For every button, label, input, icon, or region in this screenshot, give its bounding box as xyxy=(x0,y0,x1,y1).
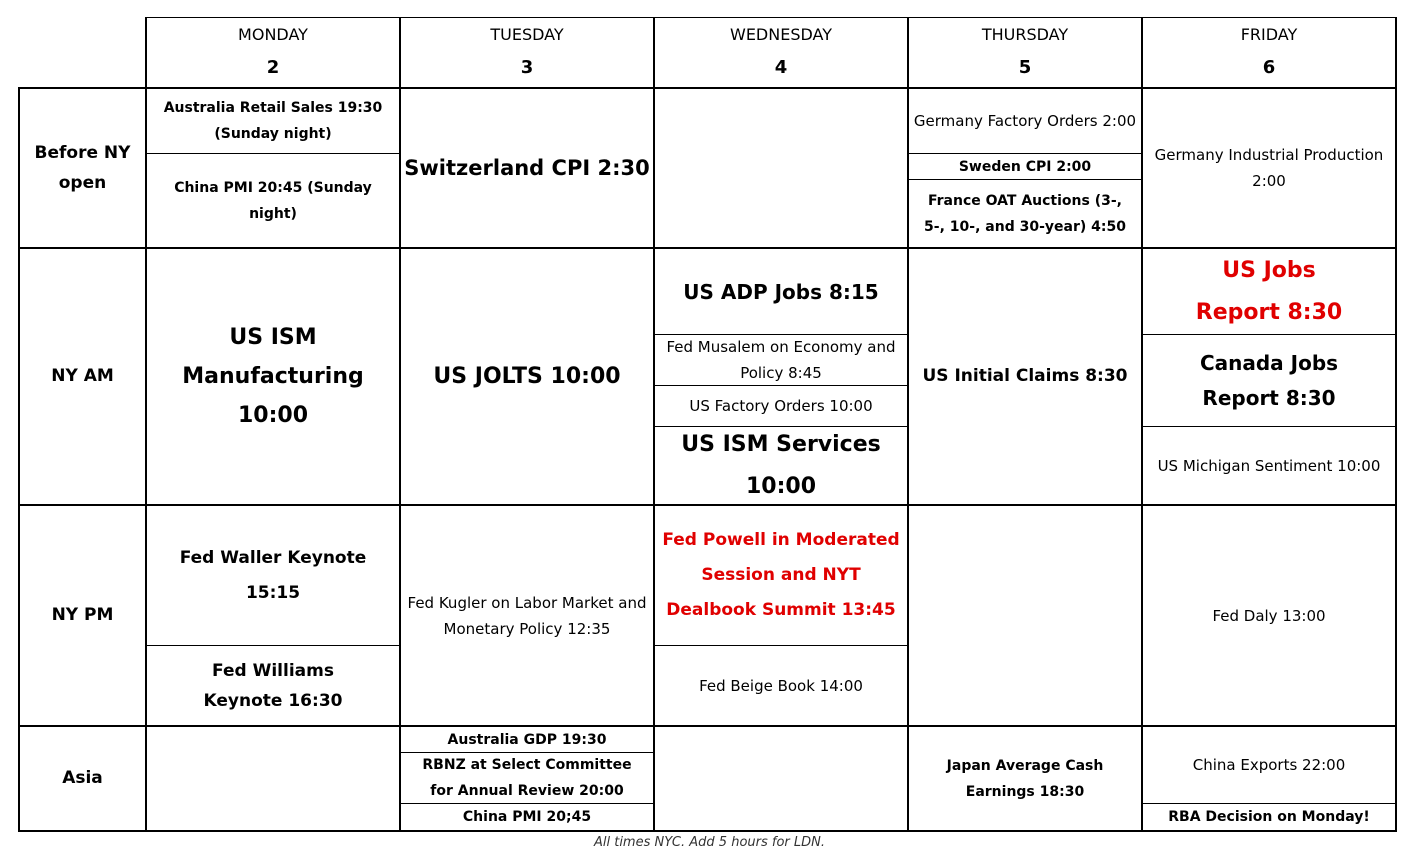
event-rbnz-select-committee: RBNZ at Select Committee for Annual Review 20:00 xyxy=(422,757,632,799)
day-number: 6 xyxy=(1262,56,1276,78)
day-name: FRIDAY xyxy=(1240,24,1298,44)
event-fed-musalem: Fed Musalem on Economy and Policy 8:45 xyxy=(666,338,896,382)
event-us-ism-manufacturing: US ISM Manufacturing 10:00 xyxy=(182,325,364,428)
grid-line xyxy=(1395,17,1397,832)
day-name: TUESDAY xyxy=(490,24,564,44)
event-fed-beige-book: Fed Beige Book 14:00 xyxy=(699,676,863,695)
event-australia-gdp: Australia GDP 19:30 xyxy=(447,731,607,748)
event-australia-retail-sales: Australia Retail Sales 19:30 (Sunday night) xyxy=(163,100,383,142)
event-fed-powell: Fed Powell in Moderated Session and NYT Dealbook Summit 13:45 xyxy=(662,530,900,620)
day-number: 4 xyxy=(774,56,788,78)
event-china-pmi-asia: China PMI 20;45 xyxy=(462,809,592,825)
day-name: MONDAY xyxy=(238,24,308,44)
event-fed-waller-keynote: Fed Waller Keynote 15:15 xyxy=(179,547,367,603)
event-us-jobs-report: US Jobs Report 8:30 xyxy=(1195,257,1343,325)
event-us-michigan-sentiment: US Michigan Sentiment 10:00 xyxy=(1157,456,1381,475)
event-china-pmi: China PMI 20:45 (Sunday night) xyxy=(174,179,372,222)
event-japan-average-cash-earnings: Japan Average Cash Earnings 18:30 xyxy=(946,757,1104,800)
event-germany-industrial-production: Germany Industrial Production 2:00 xyxy=(1154,146,1384,190)
day-header-tuesday xyxy=(401,18,653,87)
event-us-adp-jobs: US ADP Jobs 8:15 xyxy=(683,279,879,304)
event-us-jolts: US JOLTS 10:00 xyxy=(433,363,621,389)
event-us-initial-claims: US Initial Claims 8:30 xyxy=(922,366,1128,386)
event-fed-daly: Fed Daly 13:00 xyxy=(1212,606,1326,625)
grid-line xyxy=(18,830,1397,832)
day-header-monday xyxy=(147,18,399,87)
footer-note: All times NYC. Add 5 hours for LDN. xyxy=(593,835,826,850)
day-name: WEDNESDAY xyxy=(730,24,832,44)
day-number: 5 xyxy=(1018,56,1032,78)
day-header-friday xyxy=(1143,18,1395,87)
event-canada-jobs-report: Canada Jobs Report 8:30 xyxy=(1199,350,1339,410)
day-number: 3 xyxy=(520,56,534,78)
day-name: THURSDAY xyxy=(981,24,1069,44)
day-header-wednesday xyxy=(655,18,907,87)
event-rba-decision: RBA Decision on Monday! xyxy=(1168,809,1370,825)
event-sweden-cpi: Sweden CPI 2:00 xyxy=(958,158,1092,175)
day-number: 2 xyxy=(266,56,280,78)
event-fed-kugler: Fed Kugler on Labor Market and Monetary Policy 12:35 xyxy=(407,593,647,638)
row-label-ny-pm: NY PM xyxy=(51,605,114,625)
row-label-asia: Asia xyxy=(62,768,103,788)
event-fed-williams-keynote: Fed Williams Keynote 16:30 xyxy=(203,660,343,711)
event-us-ism-services: US ISM Services 10:00 xyxy=(681,431,881,499)
event-china-exports: China Exports 22:00 xyxy=(1192,756,1346,774)
day-header-thursday xyxy=(909,18,1141,87)
event-switzerland-cpi: Switzerland CPI 2:30 xyxy=(404,155,650,180)
row-label-before-ny: Before NY open xyxy=(34,143,131,193)
event-us-factory-orders: US Factory Orders 10:00 xyxy=(689,397,873,415)
event-france-oat-auctions: France OAT Auctions (3-, 5-, 10-, and 30-year) 4:50 xyxy=(924,192,1126,235)
row-label-ny-am: NY AM xyxy=(51,366,114,386)
event-germany-factory-orders: Germany Factory Orders 2:00 xyxy=(913,112,1137,130)
